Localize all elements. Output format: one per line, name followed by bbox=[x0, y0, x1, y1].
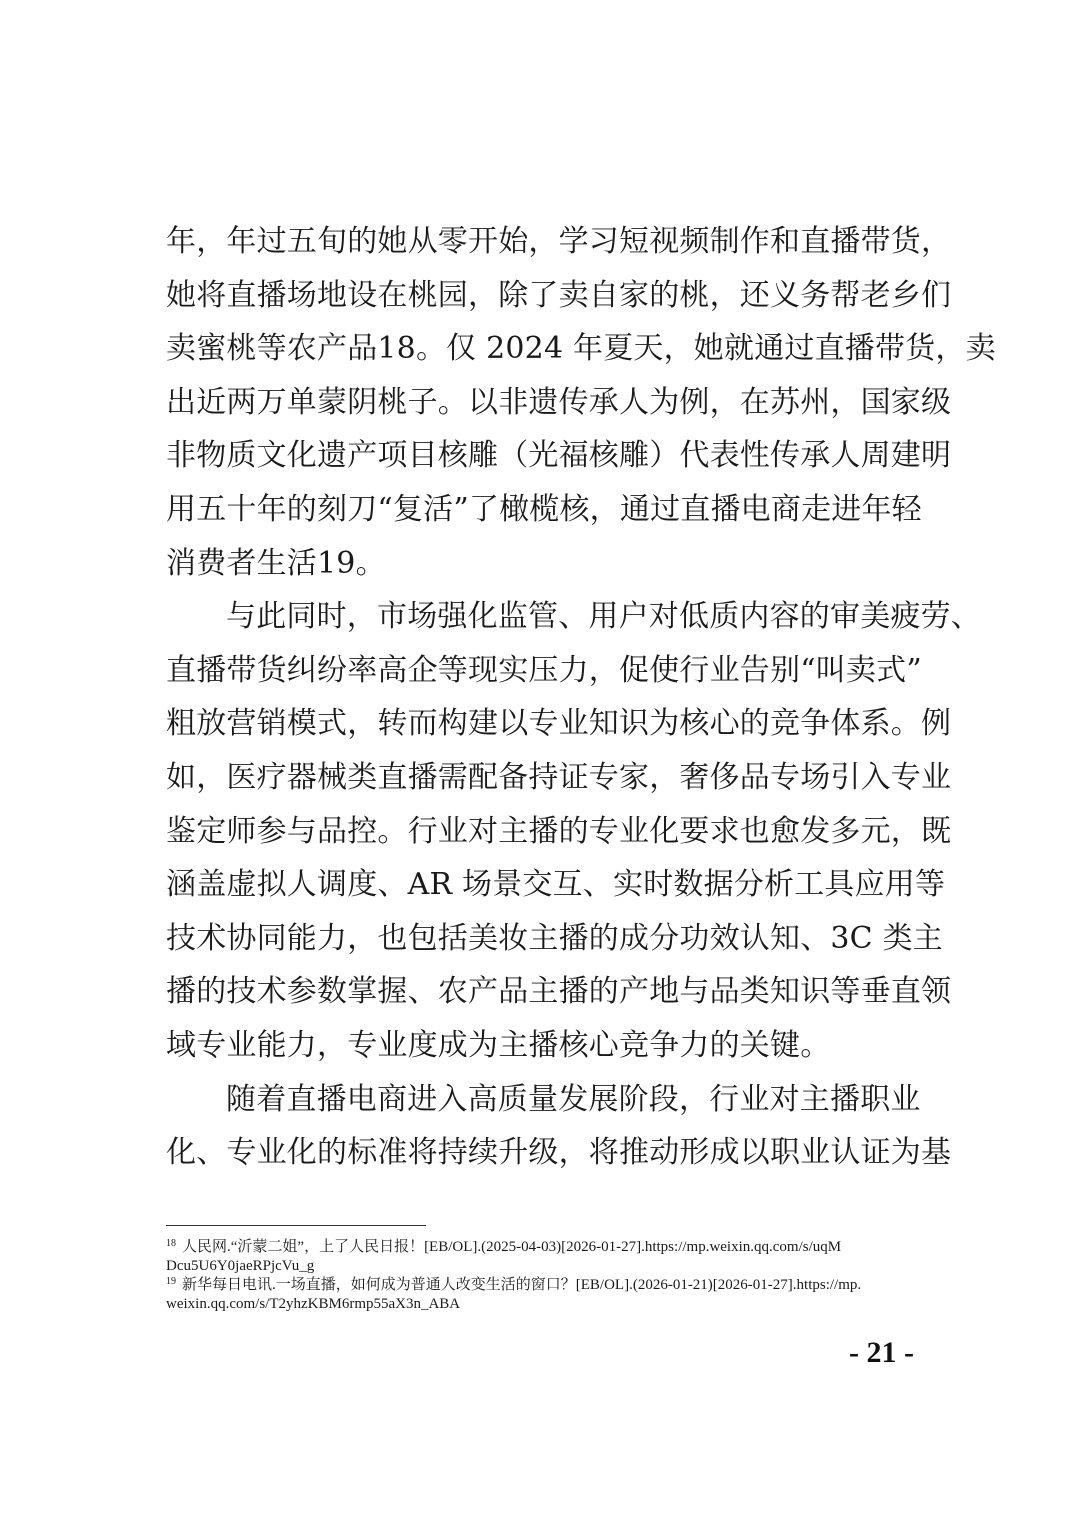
paragraph-start-line: 随着直播电商进入高质量发展阶段，行业对主播职业 bbox=[226, 1081, 921, 1117]
footnote-divider bbox=[166, 1225, 426, 1226]
body-line: 化、专业化的标准将持续升级，将推动形成以职业认证为基 bbox=[166, 1135, 952, 1171]
body-line: 如，医疗器械类直播需配备持证专家，奢侈品专场引入专业 bbox=[166, 759, 952, 795]
footnote-mark: 19 bbox=[166, 1276, 176, 1287]
body-line: 她将直播场地设在桃园，除了卖自家的桃，还义务帮老乡们 bbox=[166, 277, 952, 313]
body-line: 用五十年的刻刀“复活”了橄榄核，通过直播电商走进年轻 bbox=[166, 491, 922, 527]
body-line: 播的技术参数掌握、农产品主播的产地与品类知识等垂直领 bbox=[166, 974, 952, 1010]
body-line: 域专业能力，专业度成为主播核心竞争力的关键。 bbox=[166, 1027, 831, 1063]
body-line: 消费者生活19。 bbox=[166, 545, 386, 581]
footnote-mark: 18 bbox=[166, 1238, 176, 1249]
footnotes bbox=[166, 1238, 914, 1314]
paragraph-start-line: 与此同时，市场强化监管、用户对低质内容的审美疲劳、 bbox=[226, 599, 981, 635]
body-line: 技术协同能力，也包括美妆主播的成分功效认知、3C 类主 bbox=[166, 920, 943, 956]
body-line: 年，年过五旬的她从零开始，学习短视频制作和直播带货， bbox=[166, 224, 952, 259]
body-line: 涵盖虚拟人调度、AR 场景交互、实时数据分析工具应用等 bbox=[166, 867, 946, 903]
body-text bbox=[166, 215, 996, 1180]
body-line: 直播带货纠纷率高企等现实压力，促使行业告别“叫卖式” bbox=[166, 652, 922, 688]
footnote-19-line-1 bbox=[166, 1276, 914, 1295]
body-line: 鉴定师参与品控。行业对主播的专业化要求也愈发多元，既 bbox=[166, 813, 952, 849]
footnote-text: 新华每日电讯.一场直播，如何成为普通人改变生活的窗口？[EB/OL].(2026-01-21)[2026-01-27].https://mp. bbox=[182, 1277, 862, 1293]
footnote-19-line-2: weixin.qq.com/s/T2yhzKBM6rmp55aX3n_ABA bbox=[166, 1296, 461, 1312]
body-line: 粗放营销模式，转而构建以专业知识为核心的竞争体系。例 bbox=[166, 706, 952, 742]
body-line: 非物质文化遗产项目核雕（光福核雕）代表性传承人周建明 bbox=[166, 438, 952, 474]
footnote-18-line-1 bbox=[166, 1238, 914, 1257]
footnote-text: 人民网.“沂蒙二姐”，上了人民日报！[EB/OL].(2025-04-03)[2026-01-27].https://mp.weixin.qq.com/s/uqM bbox=[182, 1239, 842, 1255]
footnote-18-line-2: Dcu5U6Y0jaeRPjcVu_g bbox=[166, 1258, 315, 1274]
page-number: - 21 - bbox=[849, 1336, 914, 1369]
body-line: 出近两万单蒙阴桃子。以非遗传承人为例，在苏州，国家级 bbox=[166, 384, 952, 420]
body-line: 卖蜜桃等农产品18。仅 2024 年夏天，她就通过直播带货，卖 bbox=[166, 331, 996, 367]
